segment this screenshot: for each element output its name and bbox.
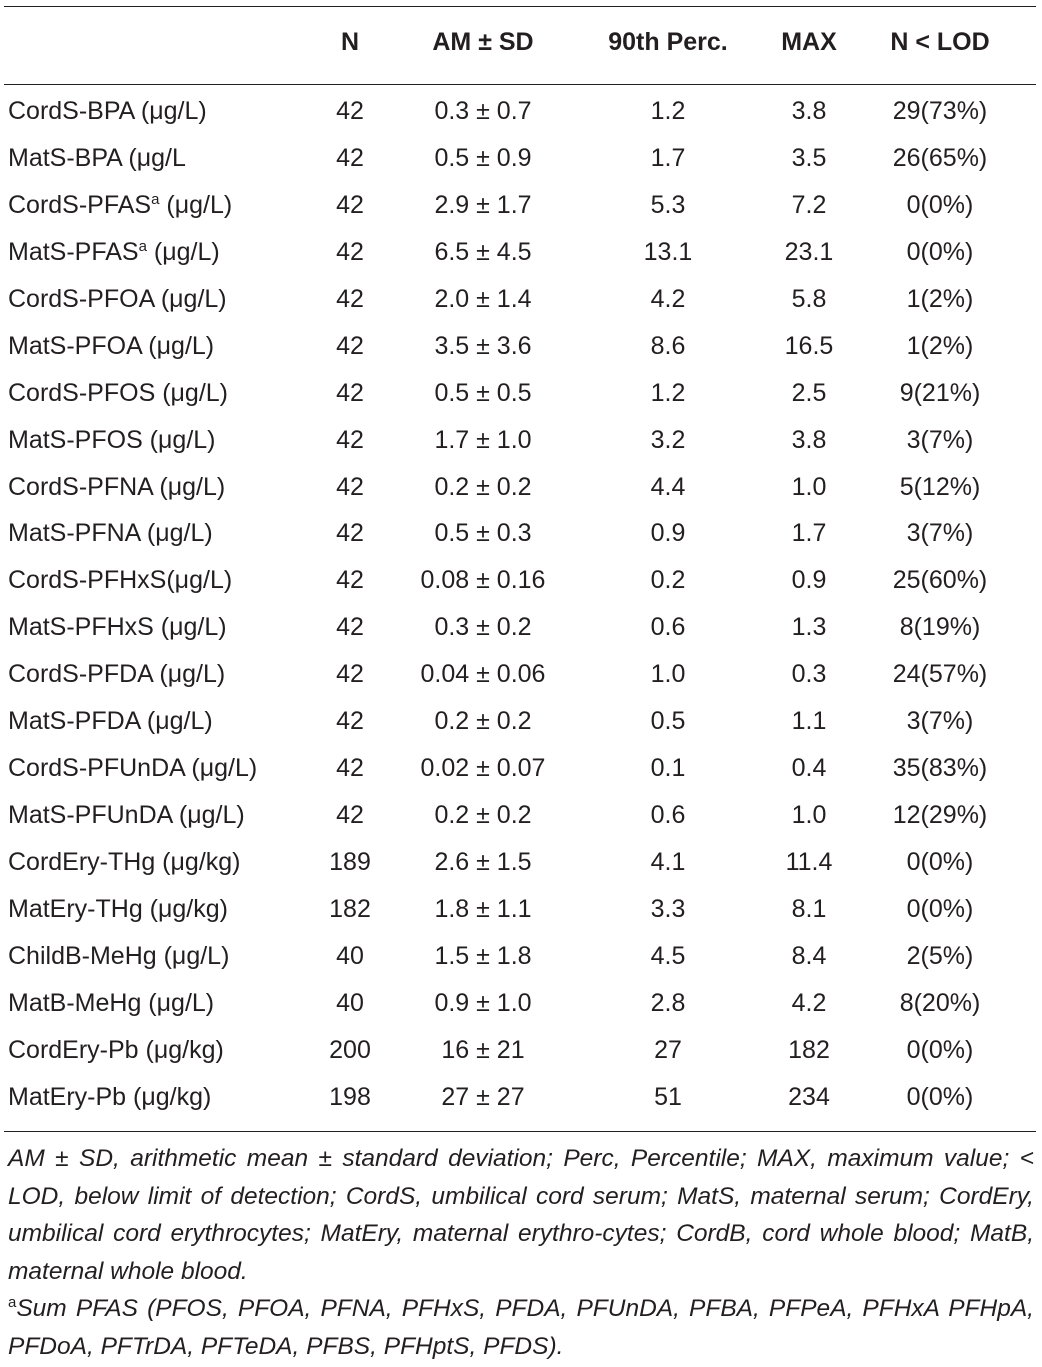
cell-n-below-lod: 9(21%) xyxy=(899,378,981,407)
cell-analyte xyxy=(8,135,186,182)
cell-90th-percentile: 0.5 xyxy=(650,707,686,736)
table-row xyxy=(0,135,1042,182)
cell-90th-percentile: 0.6 xyxy=(650,801,686,830)
analyte-label: CordS-PFAS xyxy=(8,190,152,219)
analyte-unit: (μg/L) xyxy=(146,237,220,266)
cell-am-sd: 16 ± 21 xyxy=(441,1035,525,1064)
table-row xyxy=(0,370,1042,417)
table-bottom-rule xyxy=(4,1131,1036,1132)
footnote-pfas-text: Sum PFAS (PFOS, PFOA, PFNA, PFHxS, PFDA, PFUnDA, PFBA, PFPeA, PFHxA PFHpA, PFDoA, PFTrDA, PFTeDA, PFBS, PFHptS, PFDS). xyxy=(8,1295,1034,1360)
cell-90th-percentile: 0.9 xyxy=(650,519,686,548)
cell-n-below-lod: 3(7%) xyxy=(906,519,974,548)
cell-am-sd: 0.08 ± 0.16 xyxy=(420,566,546,595)
cell-max: 0.9 xyxy=(791,566,827,595)
cell-90th-percentile: 1.0 xyxy=(650,660,686,689)
table-row xyxy=(0,464,1042,511)
analyte-label: CordS-PFUnDA (μg/L) xyxy=(8,754,258,783)
cell-n-below-lod: 0(0%) xyxy=(906,1082,974,1111)
cell-max: 182 xyxy=(788,1035,830,1064)
cell-90th-percentile: 4.5 xyxy=(650,941,686,970)
cell-n: 42 xyxy=(336,566,364,595)
header-90th-percentile: 90th Perc. xyxy=(608,28,728,56)
cell-analyte xyxy=(8,698,213,745)
table-row xyxy=(0,229,1042,276)
cell-n: 42 xyxy=(336,801,364,830)
cell-am-sd: 2.6 ± 1.5 xyxy=(434,848,532,876)
cell-90th-percentile: 4.2 xyxy=(650,284,686,313)
cell-am-sd: 0.2 ± 0.2 xyxy=(434,472,532,501)
cell-max: 4.2 xyxy=(791,988,827,1017)
cell-max: 234 xyxy=(788,1082,830,1111)
cell-n: 198 xyxy=(329,1082,371,1111)
cell-max: 3.8 xyxy=(791,97,827,125)
cell-am-sd: 2.0 ± 1.4 xyxy=(434,284,532,313)
analyte-label: CordS-BPA (μg/L) xyxy=(8,97,207,125)
cell-max: 1.0 xyxy=(791,472,827,501)
footnote-ref: a xyxy=(151,190,160,208)
cell-am-sd: 0.3 ± 0.7 xyxy=(434,97,532,125)
cell-90th-percentile: 2.8 xyxy=(650,988,686,1017)
cell-n-below-lod: 1(2%) xyxy=(906,284,974,313)
header-n-below-lod: N < LOD xyxy=(890,28,990,56)
cell-analyte xyxy=(8,417,216,464)
cell-analyte xyxy=(8,792,245,839)
cell-n: 200 xyxy=(329,1035,371,1064)
analyte-label: MatS-PFAS xyxy=(8,237,139,266)
cell-am-sd: 0.5 ± 0.9 xyxy=(434,143,532,172)
table-row xyxy=(0,323,1042,370)
cell-am-sd: 1.7 ± 1.0 xyxy=(434,425,532,454)
cell-analyte xyxy=(8,1027,224,1074)
cell-max: 5.8 xyxy=(791,284,827,313)
cell-am-sd: 2.9 ± 1.7 xyxy=(434,190,532,219)
cell-n: 182 xyxy=(329,894,371,923)
cell-analyte xyxy=(8,323,214,370)
analyte-label: CordS-PFOS (μg/L) xyxy=(8,378,229,407)
cell-am-sd: 0.2 ± 0.2 xyxy=(434,707,532,736)
table-row xyxy=(0,88,1042,135)
cell-max: 0.4 xyxy=(791,754,827,783)
cell-am-sd: 6.5 ± 4.5 xyxy=(434,237,532,266)
cell-n-below-lod: 3(7%) xyxy=(906,707,974,736)
analyte-label: MatS-PFOS (μg/L) xyxy=(8,425,216,454)
table-row xyxy=(0,839,1042,886)
cell-max: 11.4 xyxy=(785,848,833,876)
cell-n-below-lod: 26(65%) xyxy=(892,143,988,172)
cell-n-below-lod: 0(0%) xyxy=(906,190,974,219)
cell-am-sd: 0.2 ± 0.2 xyxy=(434,801,532,830)
cell-max: 7.2 xyxy=(791,190,827,219)
analyte-label: MatEry-Pb (μg/kg) xyxy=(8,1082,212,1111)
header-n: N xyxy=(340,28,360,56)
cell-analyte xyxy=(8,745,257,792)
analyte-label: CordS-PFNA (μg/L) xyxy=(8,472,226,501)
table-row xyxy=(0,276,1042,323)
analyte-label: ChildB-MeHg (μg/L) xyxy=(8,941,230,970)
analyte-label: CordS-PFOA (μg/L) xyxy=(8,284,227,313)
cell-analyte xyxy=(8,276,227,323)
cell-n-below-lod: 2(5%) xyxy=(906,941,974,970)
table-header-row xyxy=(0,22,1042,62)
cell-n: 42 xyxy=(336,660,364,689)
cell-n: 42 xyxy=(336,237,364,266)
cell-n: 40 xyxy=(336,988,364,1017)
cell-n: 42 xyxy=(336,754,364,783)
cell-90th-percentile: 4.1 xyxy=(650,848,686,876)
cell-90th-percentile: 51 xyxy=(654,1082,682,1111)
cell-analyte xyxy=(8,88,207,135)
table-body xyxy=(0,88,1042,1121)
cell-max: 16.5 xyxy=(784,331,834,360)
cell-90th-percentile: 8.6 xyxy=(650,331,686,360)
cell-am-sd: 3.5 ± 3.6 xyxy=(434,331,532,360)
cell-n: 189 xyxy=(329,848,371,876)
footnote-pfas-sum xyxy=(8,1290,1034,1365)
cell-max: 1.7 xyxy=(791,519,827,548)
cell-analyte xyxy=(8,604,227,651)
table-top-rule xyxy=(4,6,1036,7)
cell-analyte xyxy=(8,933,229,980)
cell-am-sd: 0.04 ± 0.06 xyxy=(420,660,546,689)
footnote-ref: a xyxy=(138,237,147,255)
analyte-label: MatS-PFHxS (μg/L) xyxy=(8,613,227,642)
analyte-label: MatS-PFOA (μg/L) xyxy=(8,331,215,360)
cell-n: 42 xyxy=(336,284,364,313)
cell-analyte xyxy=(8,1074,211,1121)
cell-n-below-lod: 0(0%) xyxy=(906,848,974,876)
cell-n: 42 xyxy=(336,190,364,219)
table-row xyxy=(0,886,1042,933)
cell-analyte xyxy=(8,886,228,933)
cell-am-sd: 0.3 ± 0.2 xyxy=(434,613,532,642)
table-row xyxy=(0,417,1042,464)
cell-n: 42 xyxy=(336,425,364,454)
cell-n: 42 xyxy=(336,378,364,407)
cell-am-sd: 0.5 ± 0.3 xyxy=(434,519,532,548)
table-row xyxy=(0,182,1042,229)
header-am-sd: AM ± SD xyxy=(432,28,534,56)
cell-n-below-lod: 1(2%) xyxy=(906,331,974,360)
table-row xyxy=(0,933,1042,980)
cell-90th-percentile: 0.1 xyxy=(650,754,686,783)
cell-am-sd: 0.5 ± 0.5 xyxy=(434,378,532,407)
cell-am-sd: 0.9 ± 1.0 xyxy=(434,988,532,1017)
cell-90th-percentile: 1.2 xyxy=(650,97,686,125)
analyte-label: CordS-PFDA (μg/L) xyxy=(8,660,226,689)
cell-analyte xyxy=(8,651,225,698)
analyte-label: MatS-BPA (μg/L xyxy=(8,143,186,172)
cell-max: 3.5 xyxy=(791,143,827,172)
cell-max: 1.1 xyxy=(791,707,827,736)
cell-90th-percentile: 3.2 xyxy=(650,425,686,454)
cell-90th-percentile: 0.6 xyxy=(650,613,686,642)
analyte-label: CordS-PFHxS(μg/L) xyxy=(8,566,233,595)
cell-n: 42 xyxy=(336,613,364,642)
cell-am-sd: 1.8 ± 1.1 xyxy=(434,894,532,923)
table-row xyxy=(0,1027,1042,1074)
cell-am-sd: 1.5 ± 1.8 xyxy=(434,941,532,970)
analyte-label: MatS-PFDA (μg/L) xyxy=(8,707,213,736)
cell-90th-percentile: 27 xyxy=(654,1035,682,1064)
cell-max: 3.8 xyxy=(791,425,827,454)
analyte-label: MatS-PFUnDA (μg/L) xyxy=(8,801,245,830)
table-row xyxy=(0,557,1042,604)
cell-n: 42 xyxy=(336,97,364,125)
cell-90th-percentile: 1.7 xyxy=(650,143,686,172)
cell-n-below-lod: 5(12%) xyxy=(899,472,981,501)
cell-max: 0.3 xyxy=(791,660,827,689)
table-header-rule xyxy=(4,84,1036,85)
table-row xyxy=(0,792,1042,839)
cell-analyte xyxy=(8,370,228,417)
cell-n-below-lod: 29(73%) xyxy=(892,97,988,125)
cell-max: 8.1 xyxy=(791,894,827,923)
cell-analyte xyxy=(8,464,225,511)
cell-n-below-lod: 12(29%) xyxy=(892,801,988,830)
cell-am-sd: 0.02 ± 0.07 xyxy=(420,754,546,783)
table-row xyxy=(0,1074,1042,1121)
cell-n-below-lod: 8(19%) xyxy=(899,613,981,642)
cell-n-below-lod: 0(0%) xyxy=(906,237,974,266)
cell-n: 40 xyxy=(336,941,364,970)
cell-n-below-lod: 35(83%) xyxy=(892,754,988,783)
cell-90th-percentile: 0.2 xyxy=(650,566,686,595)
cell-n: 42 xyxy=(336,707,364,736)
footnote-marker: a xyxy=(8,1294,17,1311)
cell-n: 42 xyxy=(336,472,364,501)
table-row xyxy=(0,745,1042,792)
analyte-label: MatEry-THg (μg/kg) xyxy=(8,894,228,923)
cell-n-below-lod: 24(57%) xyxy=(892,660,988,689)
cell-n-below-lod: 8(20%) xyxy=(899,988,981,1017)
cell-n-below-lod: 0(0%) xyxy=(906,894,974,923)
cell-90th-percentile: 13.1 xyxy=(643,237,693,266)
cell-90th-percentile: 1.2 xyxy=(650,378,686,407)
table-row xyxy=(0,651,1042,698)
cell-max: 1.3 xyxy=(791,613,827,642)
cell-n-below-lod: 3(7%) xyxy=(906,425,974,454)
table-row xyxy=(0,698,1042,745)
cell-n: 42 xyxy=(336,519,364,548)
cell-n: 42 xyxy=(336,331,364,360)
analyte-label: CordEry-Pb (μg/kg) xyxy=(8,1035,224,1064)
cell-analyte xyxy=(8,557,232,604)
cell-max: 23.1 xyxy=(784,237,834,266)
cell-analyte xyxy=(8,229,220,276)
table-row xyxy=(0,980,1042,1027)
cell-max: 8.4 xyxy=(791,941,827,970)
cell-analyte xyxy=(8,510,213,557)
cell-max: 2.5 xyxy=(791,378,827,407)
analyte-label: MatS-PFNA (μg/L) xyxy=(8,519,213,548)
cell-analyte xyxy=(8,182,232,229)
table-footnotes xyxy=(8,1140,1034,1365)
analyte-unit: (μg/L) xyxy=(159,190,233,219)
cell-am-sd: 27 ± 27 xyxy=(441,1082,525,1111)
cell-n: 42 xyxy=(336,143,364,172)
cell-analyte xyxy=(8,839,241,886)
cell-analyte xyxy=(8,980,214,1027)
cell-n-below-lod: 25(60%) xyxy=(892,566,988,595)
footnote-abbreviations: AM ± SD, arithmetic mean ± standard deviation; Perc, Percentile; MAX, maximum value; < LOD, below limit of detection; CordS, umbilical cord serum; MatS, maternal serum; CordEry, umbilical cord erythrocytes; MatEry, maternal erythro-cytes; CordB, cord whole blood; MatB, maternal whole blood. xyxy=(8,1145,1034,1285)
cell-n-below-lod: 0(0%) xyxy=(906,1035,974,1064)
cell-max: 1.0 xyxy=(791,801,827,830)
table-row xyxy=(0,604,1042,651)
cell-90th-percentile: 5.3 xyxy=(650,190,686,219)
cell-90th-percentile: 4.4 xyxy=(650,472,686,501)
table-row xyxy=(0,510,1042,557)
analyte-label: CordEry-THg (μg/kg) xyxy=(8,848,241,876)
cell-90th-percentile: 3.3 xyxy=(650,894,686,923)
header-max: MAX xyxy=(781,28,837,56)
analyte-label: MatB-MeHg (μg/L) xyxy=(8,988,215,1017)
